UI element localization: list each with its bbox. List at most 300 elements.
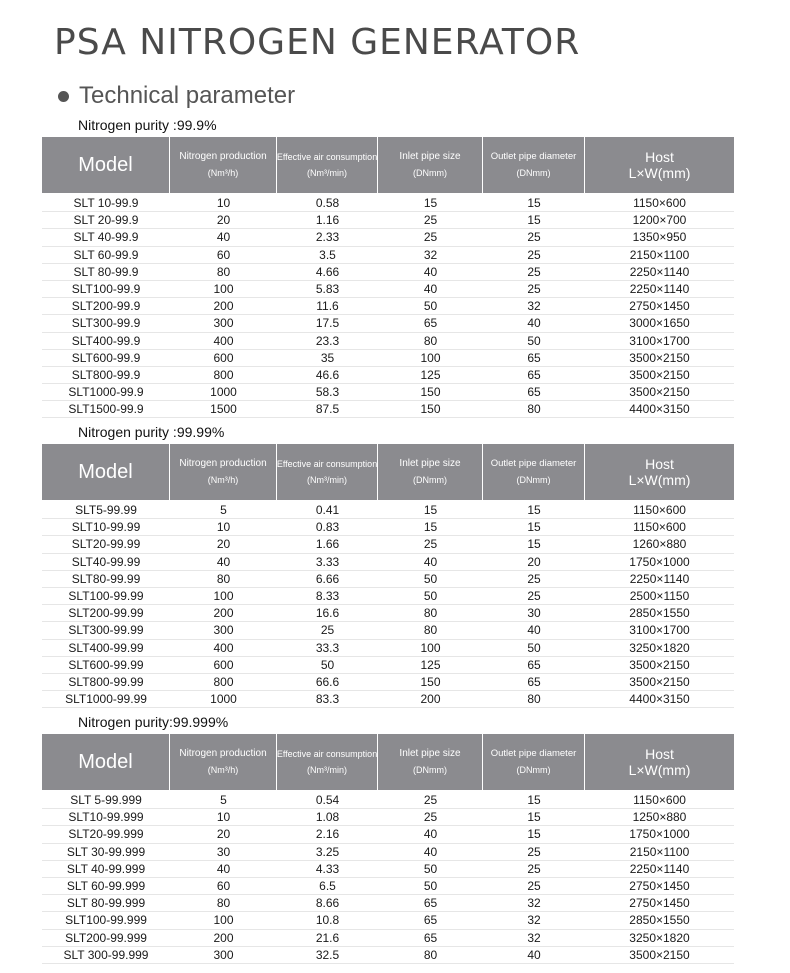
header-model: Model [42, 137, 170, 193]
table-header [42, 137, 734, 193]
cell-model: SLT800-99.9 [71, 367, 141, 382]
cell-outlet: 40 [527, 623, 541, 638]
cell-inlet: 40 [423, 281, 438, 296]
cell-inlet: 25 [423, 810, 438, 825]
header-inlet-label: Inlet pipe size [399, 458, 461, 469]
table-row [42, 691, 734, 708]
table-row [42, 401, 734, 418]
table-row [42, 333, 734, 350]
cell-inlet: 100 [420, 640, 441, 655]
cell-host-size: 3500×2150 [629, 367, 690, 382]
cell-inlet: 15 [423, 520, 438, 535]
cell-host-size: 4400×3150 [629, 692, 690, 707]
table-row [42, 229, 734, 246]
cell-model: SLT10-99.99 [71, 520, 141, 535]
cell-production: 600 [213, 350, 234, 365]
table-row [42, 674, 734, 691]
header-air [277, 734, 378, 790]
cell-outlet: 80 [527, 692, 541, 707]
cell-inlet: 200 [420, 692, 441, 707]
header-inlet [378, 137, 483, 193]
header-production-unit: (Nm³/h) [207, 765, 239, 775]
cell-outlet: 25 [527, 861, 541, 876]
cell-model: SLT 5-99.999 [70, 793, 142, 807]
header-host-unit: L×W(mm) [628, 472, 691, 488]
table-row [42, 657, 734, 674]
cell-air-consumption: 0.54 [315, 793, 340, 807]
cell-model: SLT20-99.99 [71, 537, 141, 552]
cell-inlet: 150 [420, 385, 441, 400]
cell-model: SLT200-99.99 [68, 606, 144, 621]
cell-host-size: 3250×1820 [629, 930, 690, 945]
cell-inlet: 80 [423, 333, 438, 348]
header-inlet [378, 734, 483, 790]
table-row [42, 640, 734, 657]
header-air-unit: (Nm³/min) [307, 475, 347, 485]
table-row [42, 536, 734, 553]
cell-inlet: 25 [423, 230, 438, 245]
cell-air-consumption: 1.66 [315, 537, 340, 552]
table-row [42, 298, 734, 315]
cell-air-consumption: 0.58 [315, 196, 340, 210]
header-model: Model [42, 734, 170, 790]
cell-air-consumption: 87.5 [315, 402, 340, 417]
cell-model: SLT400-99.99 [68, 640, 144, 655]
cell-outlet: 50 [527, 333, 541, 348]
cell-model: SLT80-99.99 [71, 571, 141, 586]
cell-outlet: 15 [527, 196, 541, 210]
cell-production: 30 [216, 844, 231, 859]
cell-model: SLT800-99.99 [68, 674, 144, 689]
table-row [42, 519, 734, 536]
cell-production: 200 [213, 606, 234, 621]
cell-outlet: 25 [527, 588, 541, 603]
cell-air-consumption: 33.3 [315, 640, 340, 655]
header-production [170, 734, 277, 790]
table-row [42, 384, 734, 401]
header-host [585, 137, 734, 193]
cell-host-size: 2250×1140 [629, 281, 690, 296]
table-row [42, 502, 734, 519]
header-host [585, 734, 734, 790]
cell-production: 5 [220, 503, 227, 517]
header-air-label: Effective air consumption [277, 749, 378, 759]
subtitle [58, 82, 295, 110]
header-production [170, 137, 277, 193]
cell-host-size: 2750×1450 [629, 896, 690, 911]
header-production [170, 444, 277, 500]
purity-label: Nitrogen purity :99.99% [78, 424, 225, 440]
cell-host-size: 2850×1550 [629, 913, 690, 928]
cell-model: SLT 40-99.9 [73, 230, 139, 245]
cell-air-consumption: 32.5 [315, 947, 340, 962]
cell-production: 80 [216, 264, 231, 279]
header-air-label: Effective air consumption [277, 152, 378, 162]
cell-air-consumption: 6.66 [315, 571, 340, 586]
cell-air-consumption: 2.16 [315, 827, 340, 842]
table-row [42, 571, 734, 588]
cell-outlet: 65 [527, 367, 541, 382]
table-row [42, 826, 734, 843]
cell-production: 300 [213, 316, 234, 331]
header-host-label: Host [645, 746, 674, 762]
cell-inlet: 15 [423, 196, 438, 210]
cell-production: 200 [213, 930, 234, 945]
cell-inlet: 50 [423, 878, 438, 893]
cell-air-consumption: 5.83 [315, 281, 340, 296]
table-row [42, 844, 734, 861]
cell-host-size: 2150×1100 [629, 844, 690, 859]
table-row [42, 622, 734, 639]
cell-host-size: 3500×2150 [629, 385, 690, 400]
cell-host-size: 2750×1450 [629, 878, 690, 893]
cell-production: 10 [216, 196, 231, 210]
cell-inlet: 25 [423, 213, 438, 228]
cell-model: SLT100-99.999 [65, 913, 147, 928]
header-inlet-label: Inlet pipe size [399, 151, 461, 162]
header-air-label: Effective air consumption [277, 459, 378, 469]
cell-air-consumption: 0.41 [315, 503, 340, 517]
cell-outlet: 80 [527, 402, 541, 417]
cell-air-consumption: 1.16 [315, 213, 340, 228]
bullet-icon [58, 91, 69, 102]
cell-air-consumption: 50 [320, 657, 335, 672]
header-host-unit: L×W(mm) [628, 762, 691, 778]
cell-model: SLT5-99.99 [75, 503, 137, 517]
header-outlet-unit: (DNmm) [516, 475, 551, 485]
cell-host-size: 1150×600 [633, 793, 686, 807]
table-body [42, 792, 734, 964]
cell-production: 20 [216, 537, 231, 552]
header-outlet-label: Outlet pipe diameter [490, 151, 577, 162]
cell-model: SLT600-99.99 [68, 657, 144, 672]
table-body [42, 195, 734, 418]
cell-air-consumption: 2.33 [315, 230, 340, 245]
cell-outlet: 15 [527, 810, 541, 825]
cell-outlet: 15 [527, 827, 541, 842]
header-outlet [483, 734, 585, 790]
table-header [42, 444, 734, 500]
cell-production: 1000 [210, 692, 237, 707]
cell-inlet: 50 [423, 299, 438, 314]
header-host-unit: L×W(mm) [628, 165, 691, 181]
cell-air-consumption: 35 [320, 350, 335, 365]
cell-air-consumption: 83.3 [315, 692, 340, 707]
cell-inlet: 65 [423, 316, 438, 331]
table-row [42, 895, 734, 912]
header-host-label: Host [645, 149, 674, 165]
header-inlet-unit: (DNmm) [413, 475, 447, 485]
cell-outlet: 15 [527, 213, 541, 228]
cell-outlet: 32 [527, 913, 541, 928]
cell-model: SLT 60-99.9 [73, 247, 139, 262]
cell-model: SLT100-99.99 [68, 588, 144, 603]
header-outlet [483, 444, 585, 500]
cell-host-size: 2250×1140 [629, 861, 690, 876]
header-production-unit: (Nm³/h) [207, 475, 239, 485]
table-row [42, 861, 734, 878]
cell-outlet: 32 [527, 299, 541, 314]
page-title: PSA NITROGEN GENERATOR [54, 22, 581, 63]
cell-air-consumption: 3.25 [315, 844, 340, 859]
cell-outlet: 65 [527, 657, 541, 672]
cell-host-size: 3500×2150 [629, 657, 690, 672]
cell-host-size: 1750×1000 [629, 554, 690, 569]
cell-inlet: 50 [423, 571, 438, 586]
cell-host-size: 1200×700 [632, 213, 687, 228]
cell-outlet: 25 [527, 281, 541, 296]
cell-air-consumption: 0.83 [315, 520, 340, 535]
cell-air-consumption: 46.6 [315, 367, 340, 382]
cell-outlet: 32 [527, 930, 541, 945]
cell-outlet: 25 [527, 571, 541, 586]
table-row [42, 588, 734, 605]
cell-inlet: 65 [423, 913, 438, 928]
cell-host-size: 2750×1450 [629, 299, 690, 314]
table-row [42, 605, 734, 622]
cell-inlet: 125 [420, 367, 441, 382]
cell-host-size: 1150×600 [633, 503, 686, 517]
cell-air-consumption: 8.66 [315, 896, 340, 911]
cell-production: 200 [213, 299, 234, 314]
cell-air-consumption: 4.33 [315, 861, 340, 876]
cell-air-consumption: 3.5 [319, 247, 336, 262]
header-air-unit: (Nm³/min) [307, 765, 347, 775]
cell-model: SLT600-99.9 [71, 350, 141, 365]
cell-production: 100 [213, 913, 234, 928]
header-air [277, 444, 378, 500]
cell-host-size: 3500×2150 [629, 350, 690, 365]
cell-model: SLT300-99.9 [71, 316, 141, 331]
cell-host-size: 3100×1700 [629, 623, 690, 638]
cell-model: SLT 300-99.999 [63, 947, 149, 962]
cell-outlet: 40 [527, 316, 541, 331]
table-row [42, 554, 734, 571]
cell-inlet: 80 [423, 606, 438, 621]
table-row [42, 912, 734, 929]
header-inlet-unit: (DNmm) [413, 765, 447, 775]
cell-outlet: 50 [527, 640, 541, 655]
cell-production: 100 [213, 588, 234, 603]
cell-host-size: 2850×1550 [629, 606, 690, 621]
cell-air-consumption: 17.5 [315, 316, 340, 331]
cell-outlet: 32 [527, 896, 541, 911]
cell-model: SLT10-99.999 [68, 810, 144, 825]
cell-inlet: 32 [423, 247, 438, 262]
table-row [42, 264, 734, 281]
cell-model: SLT 40-99.999 [66, 861, 146, 876]
cell-production: 800 [213, 367, 234, 382]
cell-production: 100 [213, 281, 234, 296]
cell-outlet: 30 [527, 606, 541, 621]
cell-inlet: 40 [423, 554, 438, 569]
cell-outlet: 25 [527, 230, 541, 245]
cell-host-size: 1260×880 [632, 537, 687, 552]
cell-host-size: 1750×1000 [629, 827, 690, 842]
table-row [42, 212, 734, 229]
cell-outlet: 25 [527, 878, 541, 893]
cell-inlet: 25 [423, 537, 438, 552]
cell-model: SLT300-99.99 [68, 623, 144, 638]
table-row [42, 878, 734, 895]
table-row [42, 195, 734, 212]
cell-production: 1500 [210, 402, 237, 417]
cell-inlet: 40 [423, 827, 438, 842]
header-air-unit: (Nm³/min) [307, 168, 347, 178]
cell-outlet: 25 [527, 844, 541, 859]
cell-host-size: 1150×600 [633, 520, 686, 535]
cell-inlet: 25 [423, 793, 438, 807]
cell-air-consumption: 4.66 [315, 264, 340, 279]
cell-outlet: 40 [527, 947, 541, 962]
header-host [585, 444, 734, 500]
header-inlet [378, 444, 483, 500]
cell-host-size: 3000×1650 [629, 316, 690, 331]
cell-air-consumption: 6.5 [319, 878, 336, 893]
cell-model: SLT 80-99.999 [66, 896, 146, 911]
cell-outlet: 65 [527, 350, 541, 365]
cell-production: 600 [213, 657, 234, 672]
cell-inlet: 50 [423, 861, 438, 876]
cell-model: SLT 60-99.999 [66, 878, 146, 893]
cell-model: SLT1000-99.9 [68, 385, 144, 400]
cell-outlet: 25 [527, 264, 541, 279]
cell-inlet: 100 [420, 350, 441, 365]
cell-model: SLT 80-99.9 [73, 264, 139, 279]
purity-label: Nitrogen purity:99.999% [78, 714, 229, 730]
table-row [42, 809, 734, 826]
cell-production: 5 [220, 793, 227, 807]
cell-model: SLT40-99.99 [71, 554, 141, 569]
header-production-label: Nitrogen production [179, 458, 267, 469]
cell-inlet: 50 [423, 588, 438, 603]
cell-inlet: 150 [420, 674, 441, 689]
cell-production: 20 [216, 213, 231, 228]
cell-host-size: 3100×1700 [629, 333, 690, 348]
cell-production: 40 [216, 554, 231, 569]
table-body [42, 502, 734, 708]
cell-inlet: 150 [420, 402, 441, 417]
cell-host-size: 1250×880 [632, 810, 687, 825]
cell-host-size: 2250×1140 [629, 571, 690, 586]
cell-model: SLT20-99.999 [68, 827, 144, 842]
purity-label: Nitrogen purity :99.9% [78, 117, 217, 133]
table-row [42, 281, 734, 298]
subtitle-text: Technical parameter [79, 82, 296, 109]
cell-production: 10 [216, 520, 231, 535]
cell-outlet: 15 [527, 793, 541, 807]
cell-inlet: 15 [423, 503, 438, 517]
cell-air-consumption: 10.8 [315, 913, 340, 928]
cell-air-consumption: 21.6 [315, 930, 340, 945]
cell-host-size: 2150×1100 [629, 247, 690, 262]
cell-inlet: 80 [423, 623, 438, 638]
cell-air-consumption: 25 [320, 623, 335, 638]
table-header [42, 734, 734, 790]
cell-production: 300 [213, 947, 234, 962]
cell-model: SLT200-99.999 [65, 930, 147, 945]
cell-outlet: 25 [527, 247, 541, 262]
cell-inlet: 40 [423, 264, 438, 279]
cell-outlet: 15 [527, 520, 541, 535]
cell-production: 300 [213, 623, 234, 638]
cell-air-consumption: 58.3 [315, 385, 340, 400]
header-air [277, 137, 378, 193]
cell-air-consumption: 11.6 [316, 299, 339, 314]
table-row [42, 247, 734, 264]
header-outlet-unit: (DNmm) [516, 765, 551, 775]
cell-air-consumption: 3.33 [315, 554, 340, 569]
header-production-label: Nitrogen production [179, 748, 267, 759]
cell-host-size: 1150×600 [633, 196, 686, 210]
cell-host-size: 2500×1150 [629, 588, 690, 603]
cell-production: 80 [216, 896, 231, 911]
cell-air-consumption: 16.6 [315, 606, 340, 621]
cell-outlet: 15 [527, 503, 541, 517]
cell-production: 400 [213, 333, 234, 348]
cell-outlet: 15 [527, 537, 541, 552]
cell-production: 10 [216, 810, 231, 825]
cell-outlet: 65 [527, 674, 541, 689]
cell-host-size: 3500×2150 [629, 674, 690, 689]
table-row [42, 367, 734, 384]
cell-production: 60 [216, 247, 231, 262]
header-outlet-label: Outlet pipe diameter [490, 748, 577, 759]
cell-air-consumption: 1.08 [315, 810, 340, 825]
cell-model: SLT 10-99.9 [73, 196, 139, 210]
cell-production: 60 [216, 878, 231, 893]
cell-production: 400 [213, 640, 234, 655]
header-outlet-label: Outlet pipe diameter [490, 458, 577, 469]
table-row [42, 315, 734, 332]
header-inlet-label: Inlet pipe size [399, 748, 461, 759]
header-inlet-unit: (DNmm) [413, 168, 447, 178]
cell-air-consumption: 8.33 [315, 588, 340, 603]
cell-inlet: 40 [423, 844, 438, 859]
cell-model: SLT1000-99.99 [65, 692, 147, 707]
cell-production: 1000 [210, 385, 237, 400]
cell-host-size: 3500×2150 [629, 947, 690, 962]
cell-inlet: 65 [423, 930, 438, 945]
cell-host-size: 4400×3150 [629, 402, 690, 417]
cell-model: SLT 30-99.999 [66, 844, 146, 859]
cell-production: 40 [216, 861, 231, 876]
header-outlet-unit: (DNmm) [516, 168, 551, 178]
cell-production: 80 [216, 571, 231, 586]
cell-outlet: 20 [527, 554, 541, 569]
cell-inlet: 125 [420, 657, 441, 672]
table-row [42, 947, 734, 964]
table-row [42, 350, 734, 367]
cell-production: 800 [213, 674, 234, 689]
cell-air-consumption: 23.3 [315, 333, 340, 348]
cell-model: SLT400-99.9 [71, 333, 141, 348]
cell-outlet: 65 [527, 385, 541, 400]
header-outlet [483, 137, 585, 193]
cell-inlet: 80 [423, 947, 438, 962]
table-row [42, 930, 734, 947]
cell-host-size: 3250×1820 [629, 640, 690, 655]
table-row [42, 792, 734, 809]
cell-host-size: 2250×1140 [629, 264, 690, 279]
cell-host-size: 1350×950 [632, 230, 687, 245]
cell-model: SLT100-99.9 [71, 281, 141, 296]
cell-model: SLT 20-99.9 [73, 213, 139, 228]
header-host-label: Host [645, 456, 674, 472]
cell-production: 40 [216, 230, 231, 245]
cell-air-consumption: 66.6 [315, 674, 340, 689]
cell-inlet: 65 [423, 896, 438, 911]
